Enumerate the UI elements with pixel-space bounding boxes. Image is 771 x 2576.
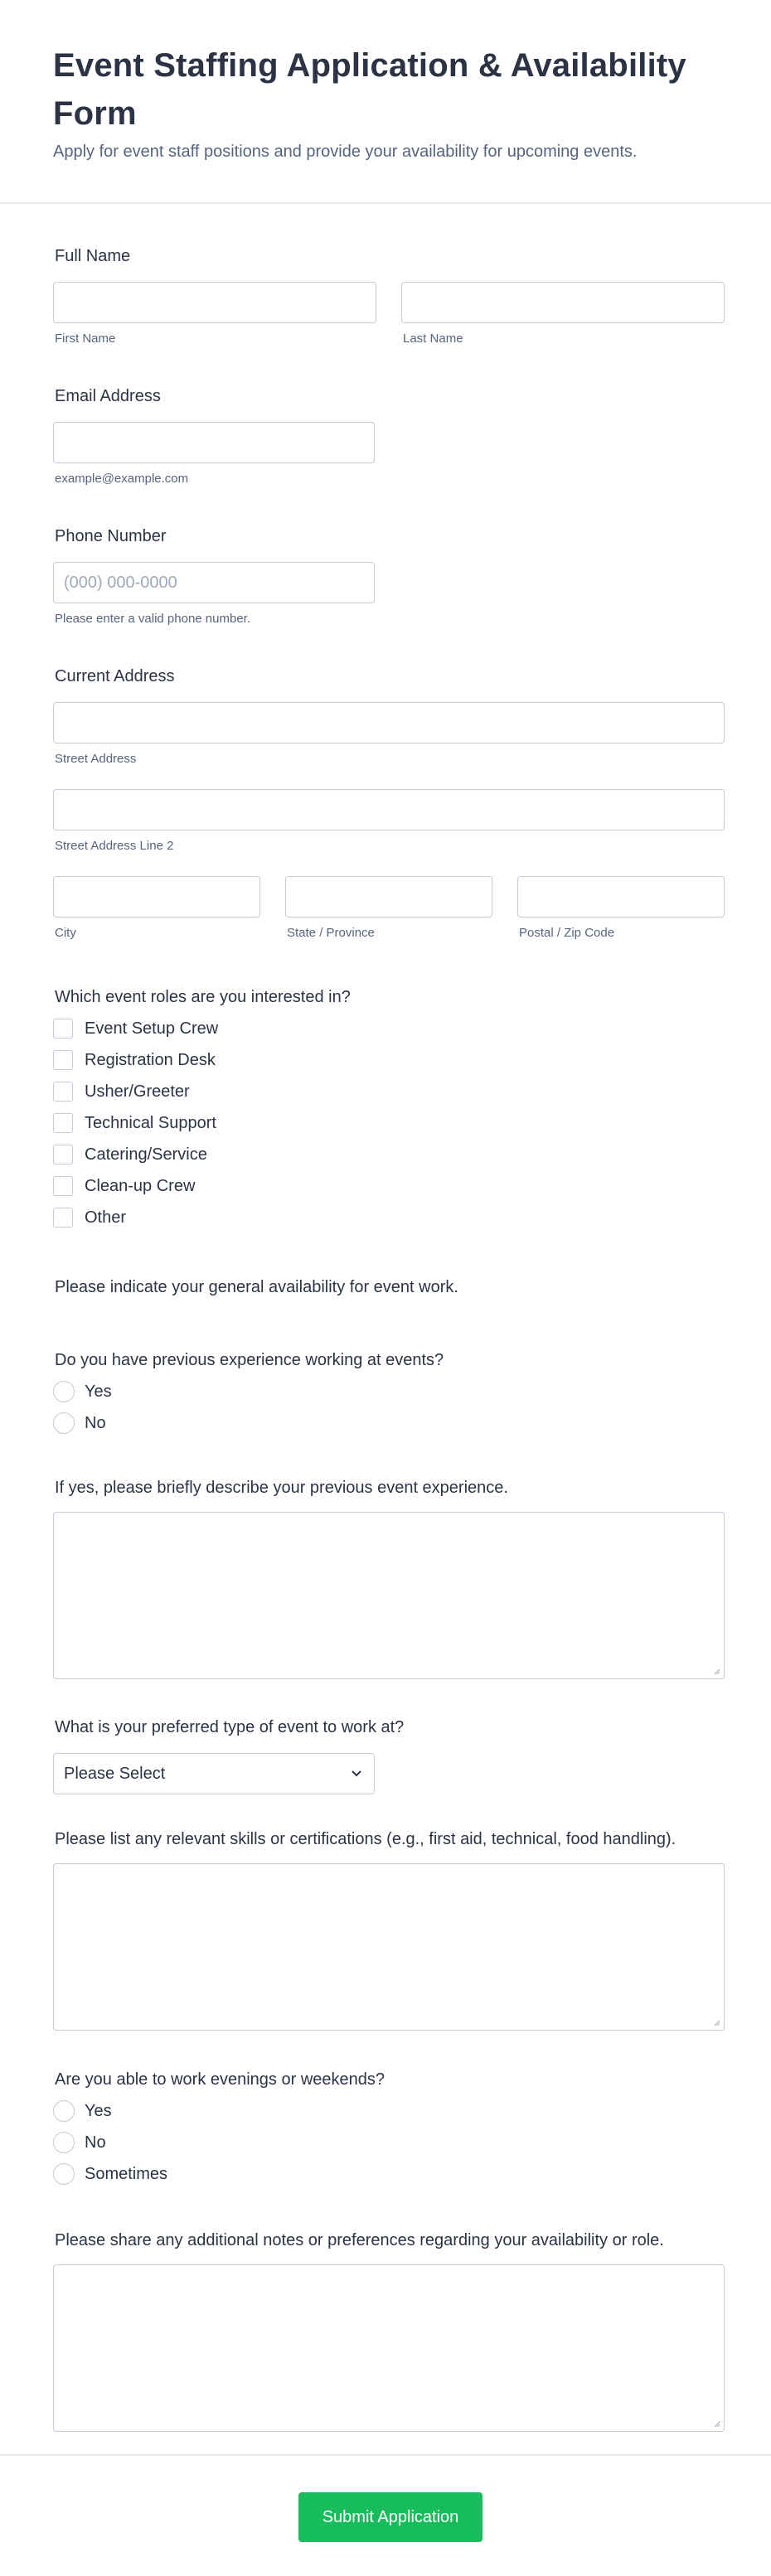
role-option-label: Registration Desk bbox=[85, 1050, 216, 1069]
email-question bbox=[53, 385, 725, 486]
first-name-sublabel: First Name bbox=[55, 332, 116, 346]
phone-sublabel: Please enter a valid phone number. bbox=[55, 612, 250, 626]
evenings-option-yes[interactable] bbox=[53, 2095, 725, 2127]
evenings-option-no[interactable] bbox=[53, 2127, 725, 2158]
experience-option-yes[interactable] bbox=[53, 1376, 725, 1407]
form-header bbox=[0, 0, 771, 204]
phone-input[interactable]: (000) 000-0000 bbox=[53, 562, 375, 603]
event-type-label: What is your preferred type of event to work at? bbox=[55, 1718, 405, 1736]
first-name-input[interactable] bbox=[53, 282, 376, 323]
resize-grip-icon[interactable] bbox=[712, 2419, 720, 2428]
experience-description-label: If yes, please briefly describe your previous event experience. bbox=[55, 1479, 508, 1497]
street-address-input[interactable] bbox=[53, 702, 725, 743]
checkbox[interactable] bbox=[53, 1113, 73, 1133]
role-option[interactable] bbox=[53, 1202, 725, 1233]
experience-description-question bbox=[53, 1477, 725, 1679]
email-sublabel: example@example.com bbox=[55, 472, 189, 486]
notes-question bbox=[53, 2230, 725, 2432]
role-option-label: Event Setup Crew bbox=[85, 1019, 219, 1038]
address-question bbox=[53, 666, 725, 940]
evenings-option-label: Yes bbox=[85, 2101, 112, 2120]
resize-grip-icon[interactable] bbox=[712, 2018, 720, 2026]
notes-textarea[interactable] bbox=[53, 2264, 725, 2432]
resize-grip-icon[interactable] bbox=[712, 1667, 720, 1675]
experience-description-textarea[interactable] bbox=[53, 1512, 725, 1679]
role-option[interactable] bbox=[53, 1076, 725, 1107]
street-address-sublabel: Street Address bbox=[55, 752, 137, 766]
experience-option-label: No bbox=[85, 1413, 106, 1432]
experience-label: Do you have previous experience working at events? bbox=[55, 1351, 444, 1369]
last-name-sublabel: Last Name bbox=[403, 332, 463, 346]
state-sublabel: State / Province bbox=[287, 926, 375, 940]
last-name-input[interactable] bbox=[401, 282, 725, 323]
event-type-selected: Please Select bbox=[64, 1764, 166, 1783]
checkbox[interactable] bbox=[53, 1019, 73, 1039]
full-name-label: Full Name bbox=[55, 247, 131, 265]
evenings-label: Are you able to work evenings or weekends? bbox=[55, 2070, 386, 2089]
full-name-question bbox=[53, 245, 725, 346]
radio-button[interactable] bbox=[53, 1381, 75, 1402]
evenings-option-label: Sometimes bbox=[85, 2164, 168, 2183]
email-label: Email Address bbox=[55, 387, 161, 405]
evenings-question bbox=[53, 2069, 725, 2190]
experience-question bbox=[53, 1349, 725, 1439]
city-sublabel: City bbox=[55, 926, 76, 940]
event-type-question bbox=[53, 1717, 725, 1794]
phone-label: Phone Number bbox=[55, 527, 167, 545]
zip-sublabel: Postal / Zip Code bbox=[519, 926, 615, 940]
form-subtitle: Apply for event staff positions and provide your availability for upcoming events. bbox=[53, 143, 638, 161]
form-footer bbox=[0, 2454, 771, 2576]
radio-button[interactable] bbox=[53, 1412, 75, 1434]
role-option-label: Other bbox=[85, 1208, 127, 1227]
role-option[interactable] bbox=[53, 1170, 725, 1202]
radio-button[interactable] bbox=[53, 2132, 75, 2153]
email-input[interactable] bbox=[53, 422, 375, 463]
state-input[interactable] bbox=[285, 876, 492, 918]
role-option[interactable] bbox=[53, 1013, 725, 1044]
form-title: Event Staffing Application & Availability Form bbox=[53, 47, 686, 132]
role-option-label: Catering/Service bbox=[85, 1145, 207, 1164]
availability-question bbox=[53, 1276, 725, 1298]
checkbox[interactable] bbox=[53, 1082, 73, 1102]
submit-button[interactable]: Submit Application bbox=[298, 2492, 482, 2542]
role-option[interactable] bbox=[53, 1107, 725, 1139]
phone-question bbox=[53, 525, 725, 626]
role-option[interactable] bbox=[53, 1044, 725, 1076]
role-option-label: Usher/Greeter bbox=[85, 1082, 190, 1101]
experience-option-label: Yes bbox=[85, 1382, 112, 1401]
radio-button[interactable] bbox=[53, 2163, 75, 2185]
evenings-option-sometimes[interactable] bbox=[53, 2158, 725, 2190]
skills-label: Please list any relevant skills or certifications (e.g., first aid, technical, food handling). bbox=[55, 1830, 676, 1848]
skills-question bbox=[53, 1828, 725, 2031]
checkbox[interactable] bbox=[53, 1176, 73, 1196]
address-label: Current Address bbox=[55, 667, 175, 685]
roles-label: Which event roles are you interested in? bbox=[55, 988, 351, 1006]
city-input[interactable] bbox=[53, 876, 260, 918]
role-option[interactable] bbox=[53, 1139, 725, 1170]
role-option-label: Clean-up Crew bbox=[85, 1176, 196, 1195]
checkbox[interactable] bbox=[53, 1145, 73, 1165]
role-option-label: Technical Support bbox=[85, 1113, 216, 1132]
roles-options bbox=[53, 1013, 725, 1233]
street-address-2-sublabel: Street Address Line 2 bbox=[55, 839, 174, 853]
skills-textarea[interactable] bbox=[53, 1863, 725, 2031]
evenings-option-label: No bbox=[85, 2133, 106, 2152]
roles-question bbox=[53, 986, 725, 1233]
event-type-select[interactable] bbox=[53, 1753, 375, 1794]
radio-button[interactable] bbox=[53, 2100, 75, 2122]
experience-option-no[interactable] bbox=[53, 1407, 725, 1439]
chevron-down-icon bbox=[351, 1770, 362, 1778]
street-address-2-input[interactable] bbox=[53, 789, 725, 830]
checkbox[interactable] bbox=[53, 1050, 73, 1070]
availability-label: Please indicate your general availability for event work. bbox=[55, 1278, 458, 1296]
checkbox[interactable] bbox=[53, 1208, 73, 1227]
zip-input[interactable] bbox=[517, 876, 725, 918]
notes-label: Please share any additional notes or preferences regarding your availability or role. bbox=[55, 2231, 664, 2249]
